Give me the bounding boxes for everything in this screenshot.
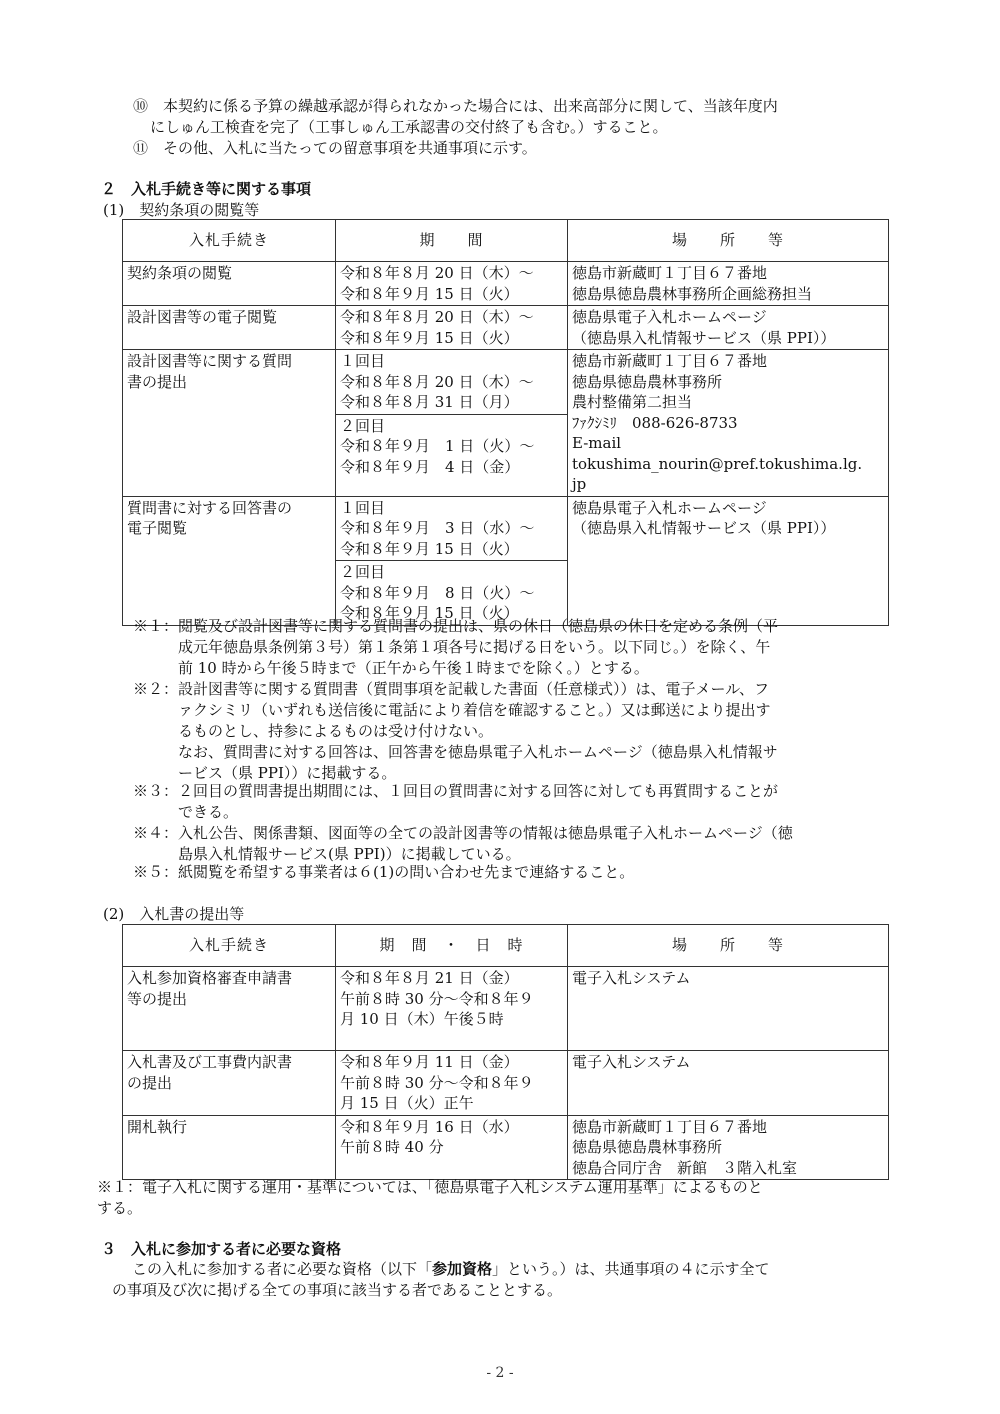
cell-text: 電子入札システム — [572, 969, 691, 987]
table-row — [123, 350, 889, 415]
note1-1-line-1: ※１：閲覧及び設計図書等に関する質問書の提出は、県の休日（徳島県の休日を定める条例（平 — [133, 617, 779, 635]
cell-text: 徳島市新蔵町１丁目６７番地 — [572, 264, 768, 282]
body-text: この入札に参加する者に必要な資格（以下「 — [117, 1260, 433, 1278]
cell-text: 設計図書等に関する質問 — [127, 352, 293, 370]
note1-3-line-1: ※３：２回目の質問書提出期間には、１回目の質問書に対する回答に対しても再質問することが — [133, 782, 779, 800]
note2-line-2: する。 — [97, 1199, 143, 1217]
body-text: 」という。）は、共通事項の４に示す全て — [492, 1260, 770, 1278]
cell-text: 午前８時 30 分～令和８年９ — [340, 989, 534, 1008]
note2-line-1: ※１：電子入札に関する運用・基準については、「徳島県電子入札システム運用基準」によるものと — [97, 1178, 763, 1196]
cell-text: 徳島県電子入札ホームページ — [572, 498, 767, 517]
cell-text: 令和８年９月 15 日（火） — [340, 284, 519, 303]
cell-text: 農村整備第二担当 — [572, 393, 693, 411]
note1-5-line: ※５：紙閲覧を希望する事業者は６(1)の問い合わせ先まで連絡すること。 — [133, 863, 635, 881]
table1-header-place: 場 所 等 — [568, 220, 889, 262]
cell-text: 電子閲覧 — [127, 519, 188, 537]
section-2-title: ２ 入札手続き等に関する事項 — [101, 180, 312, 198]
cell-text: 令和８年９月 15 日（火） — [340, 539, 519, 558]
table2-header-place: 場 所 等 — [568, 925, 889, 967]
fax-number: ﾌｧｸｼﾐﾘ 088-626-8733 — [572, 413, 738, 432]
page-number: - 2 - — [486, 1365, 514, 1381]
note1-2-line-3: るものとし、持参によるものは受け付けない。 — [133, 722, 494, 740]
cell-text: ２回目 — [340, 416, 386, 435]
cell-text: 令和８年９月 15 日（火） — [340, 328, 519, 347]
cell-text: 徳島市新蔵町１丁目６７番地 — [572, 1117, 768, 1136]
cell-text: 令和８年９月 4 日（金） — [340, 457, 520, 476]
cell-text: 電子入札システム — [572, 1053, 691, 1071]
note1-2-line-4: なお、質問書に対する回答は、回答書を徳島県電子入札ホームページ（徳島県入札情報サ — [133, 743, 778, 761]
cell-text: 開札執行 — [127, 1117, 188, 1136]
cell-text: 徳島市新蔵町１丁目６７番地 — [572, 352, 768, 370]
cell-text: （徳島県入札情報サービス（県 PPI）） — [572, 328, 836, 347]
table1-header-period: 期 間 — [336, 220, 568, 262]
cell-text: 令和８年９月 11 日（金） — [340, 1053, 519, 1071]
item-10-line-1: ⑩ 本契約に係る予算の繰越承認が得られなかった場合には、出来高部分に関して、当該年度内 — [133, 97, 778, 115]
note1-1-line-2: 成元年徳島県条例第３号）第１条第１項各号に掲げる日をいう。以下同じ。）を除く、午 — [133, 638, 771, 656]
table-row — [123, 306, 889, 350]
cell-text: 入札参加資格審査申請書 — [127, 969, 293, 987]
cell-text: 令和８年８月 20 日（木）～ — [340, 372, 534, 391]
table-row — [123, 967, 889, 1051]
table-row — [123, 1051, 889, 1116]
cell-text: 令和８年８月 21 日（金） — [340, 969, 519, 987]
cell-text: 令和８年９月 3 日（水）～ — [340, 519, 535, 537]
cell-text: 令和８年９月 16 日（水） — [340, 1117, 519, 1136]
note1-1-line-3: 前 10 時から午後５時まで（正午から午後１時までを除く。）とする。 — [133, 659, 649, 677]
cell-text: 徳島県徳島農林事務所 — [572, 1138, 723, 1156]
cell-text: １回目 — [340, 498, 386, 517]
cell-text: 徳島合同庁舎 新館 ３階入札室 — [572, 1158, 798, 1177]
table2-header-procedure: 入札手続き — [123, 925, 336, 967]
cell-text: 契約条項の閲覧 — [127, 264, 233, 282]
note1-4-line-2: 島県入札情報サービス(県 PPI)）に掲載している。 — [133, 845, 521, 863]
email-address: tokushima_nourin@pref.tokushima.lg. — [572, 454, 863, 473]
cell-text: 午前８時 40 分 — [340, 1138, 444, 1156]
cell-text: 令和８年８月 31 日（月） — [340, 393, 519, 411]
cell-text: の提出 — [127, 1073, 173, 1092]
body-text-bold: 参加資格 — [432, 1260, 493, 1278]
note1-4-line-1: ※４：入札公告、関係書類、図面等の全ての設計図書等の情報は徳島県電子入札ホームページ（徳 — [133, 824, 793, 842]
cell-text: （徳島県入札情報サービス（県 PPI）） — [572, 519, 836, 537]
note1-2-line-2: ァクシミリ（いずれも送信後に電話により着信を確認すること。）又は郵送により提出す — [133, 701, 771, 719]
cell-text: 月 10 日（木）午後５時 — [340, 1010, 504, 1028]
cell-text: 令和８年９月 1 日（火）～ — [340, 437, 535, 456]
cell-text: 徳島県徳島農林事務所企画総務担当 — [572, 284, 813, 303]
item-10-line-2: にしゅん工検査を完了（工事しゅん工承認書の交付終了も含む。）すること。 — [150, 118, 668, 136]
table-row — [123, 262, 889, 306]
table2-header-datetime: 期 間 ・ 日 時 — [336, 925, 568, 967]
item-11-line: ⑪ その他、入札に当たっての留意事項を共通事項に示す。 — [133, 139, 537, 157]
cell-text: 書の提出 — [127, 372, 188, 391]
cell-text: 令和８年９月 8 日（火）～ — [340, 583, 535, 602]
cell-text: 徳島県徳島農林事務所 — [572, 372, 723, 391]
subsection-1-title: (1) 契約条項の閲覧等 — [103, 201, 260, 219]
cell-text: ２回目 — [340, 563, 386, 581]
cell-text: 午前８時 30 分～令和８年９ — [340, 1073, 534, 1092]
cell-text: 月 15 日（火）正午 — [340, 1094, 474, 1112]
section-3-body-line-1 — [117, 1259, 770, 1279]
email-address-cont: jp — [572, 475, 587, 493]
cell-text: 令和８年９月 15 日（火） — [340, 604, 519, 622]
section-3-title: ３ 入札に参加する者に必要な資格 — [101, 1240, 342, 1258]
cell-text: 令和８年８月 20 日（木）～ — [340, 264, 534, 282]
note1-3-line-2: できる。 — [133, 803, 239, 821]
email-label: E-mail — [572, 434, 622, 452]
cell-text: 徳島県電子入札ホームページ — [572, 308, 767, 326]
cell-text: 入札書及び工事費内訳書 — [127, 1053, 293, 1071]
table1-header-procedure: 入札手続き — [123, 220, 336, 262]
table-bid-submission — [122, 924, 889, 1180]
table-row — [123, 496, 889, 561]
note1-2-line-5: ービス（県 PPI））に掲載する。 — [133, 764, 397, 782]
cell-text: 設計図書等の電子閲覧 — [127, 308, 278, 326]
section-3-body-line-2: の事項及び次に掲げる全ての事項に該当する者であることとする。 — [112, 1281, 563, 1299]
subsection-2-title: (2) 入札書の提出等 — [103, 905, 245, 923]
cell-text: 等の提出 — [127, 989, 188, 1008]
note1-2-line-1: ※２：設計図書等に関する質問書（質問事項を記載した書面（任意様式））は、電子メール、フ — [133, 680, 770, 698]
cell-text: １回目 — [340, 352, 386, 370]
table-contract-viewing — [122, 219, 889, 626]
cell-text: 質問書に対する回答書の — [127, 498, 293, 517]
cell-text: 令和８年８月 20 日（木）～ — [340, 308, 534, 326]
table-row — [123, 1115, 889, 1180]
